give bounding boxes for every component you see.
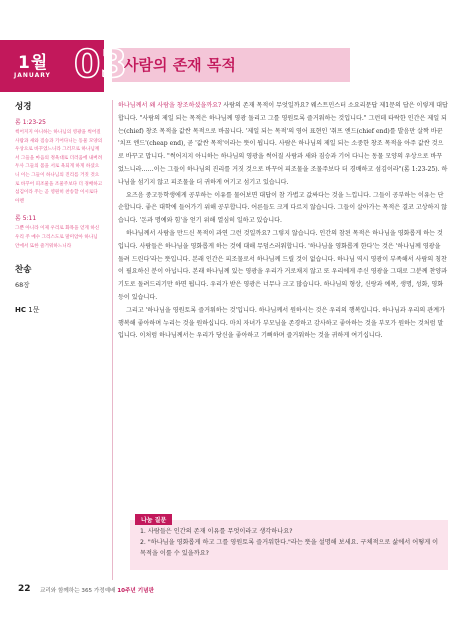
- day-number: 03: [74, 42, 127, 86]
- column-divider: [112, 100, 113, 580]
- day-number-box: [72, 40, 127, 92]
- scripture-ref-1: 롬 1:23-25: [15, 119, 46, 126]
- hymn-heading: 찬송: [15, 265, 32, 276]
- paragraph-4: 그리고 '하나님을 영원토록 즐거워하는 것'입니다. 하나님께서 원하시는 것은 우리의 행복입니다. 하나님과 우리의 관계가 행복해 좋아하며 누리는 것을 원하십니다. 마치 자녀가 부모님을 존경하고 감사하고 좋아하는 것을 부모가 원하는 것처럼 말입니다. 이처럼 하나님께서는 우리가 당신을 좋아하고 기뻐하며 즐거워하는 것을 귀하게 여기십니다.: [118, 306, 445, 340]
- question-2: 2. "하나님을 영화롭게 하고 그를 영원토록 즐거워한다."라는 뜻을 설명해 보세요. 구체적으로 삶에서 어떻게 이 목적을 이룰 수 있을까요?: [140, 539, 439, 557]
- lead-question: 하나님께서 왜 사람을 창조하셨을까요?: [118, 102, 222, 109]
- scripture-heading: 성경: [15, 102, 32, 112]
- hc-heading: HC: [15, 306, 26, 315]
- paragraph-2: 요즈음 중고등학생에게 공부하는 이유를 물어보면 대답이 참 가볍고 값싸다는 것을 느낍니다. 그들이 공부하는 이유는 단순합니다. 좋은 대학에 들어가기 위해 공부합니다. 어른들도 크게 다르지 않습니다. 그들이 살아가는 목적은 결코 고상하지 않습니다. '돈과 명예와 힘'을 얻기 위해 열심히 일하고 있습니다.: [118, 191, 448, 225]
- scripture-verse-2: 그뿐 아니라 이제 우리로 화목을 얻게 하신 우리 주 예수 그리스도로 말미암아 하나님 안에서 또한 즐거워하느니라: [15, 226, 100, 249]
- day-header: [0, 40, 470, 92]
- main-text: [118, 100, 448, 343]
- scripture-ref-2: 롬 5:11: [15, 215, 37, 223]
- month-english: JANUARY: [14, 72, 51, 79]
- paragraph-1: [118, 100, 448, 190]
- paragraph-3: 하나님께서 사람을 만드신 목적이 과연 그런 것일까요? 그렇지 않습니다. 인간의 참된 목적은 하나님을 영화롭게 하는 것입니다. 사람들은 하나님을 영화롭게 하는 것에 대해 무덤스러워합니다. '하나님을 영화롭게 한다'는 것은 '하나님께 영광을 돌려 드린다'라는 뜻입니다. 본래 인간은 피조물로서 하나님께 드릴 것이 없습니다. 하나님 역시 영광이 부족해서 사람의 칭찬이 필요하신 분이 아닙니다. 본래 하나님께 있는 영광을 우리가 거로채지 않고 또 우리에게 주신 영광을 그대로 그분께 찬양과 기도로 돌려드리기만 하면 됩니다. 우리가 받은 영광은 너무나 크고 많습니다. 하나님의 형상, 신랑과 예복, 생명, 성화, 영화 등이 있습니다.: [118, 229, 448, 301]
- hc-number: 1문: [28, 306, 40, 315]
- book-title: 교리와 함께하는 365 가정예배: [40, 588, 116, 594]
- edition-label: 10주년 기념판: [117, 588, 154, 594]
- hymn-number: 68장: [15, 281, 30, 290]
- page-title: 사람의 존재 목적: [124, 56, 236, 74]
- sidebar: [15, 100, 103, 315]
- question-1: 1. 사람들은 인간의 존재 이유를 무엇이라고 생각하나요?: [140, 528, 293, 535]
- question-list: [140, 526, 440, 559]
- footer-text: [40, 586, 154, 594]
- month-label: 1월: [18, 53, 49, 73]
- question-badge: 나눔 질문: [135, 514, 172, 525]
- scripture-verse-1: 썩어지지 아니하는 하나님의 영광을 썩어질 사람과 새와 짐승과 기어다니는 동물 모양의 우상으로 바꾸었느니라 그러므로 하나님께서 그들을 마음의 정욕대로 더러움에 내버려 두사 그들의 몸을 서로 욕되게 하게 하셨으니 이는 그들이 하나님의 진리를 거짓 것으로 바꾸어 피조물을 조물주보다 더 경배하고 섬김이라 주는 곧 영원히 찬송할 이시로다 아멘: [15, 130, 103, 204]
- page-number: 22: [18, 584, 31, 594]
- paragraph-1-body: 사람의 존재 목적이 무엇일까요? 웨스트민스터 소요리문답 제1문의 답은 이렇게 대답합니다. "사람의 제일 되는 목적은 하나님께 영광 돌리고 그를 영원토록 즐거워하는 것입니다." 그런데 타락한 인간은 제일 되는(chief) 창조 목적을 값싼 목적으로 바꿉니다. '제일 되는 목적'의 영어 표현인 '취프 엔드(chief end)를 발음만 살짝 바꾼 '치프 엔드'(cheap end), 곧 '값싼 목적'이라는 뜻이 됩니다. 사람은 하나님의 제일 되는 소중한 창조 목적을 아주 값싼 것으로 바꾸고 맙니다. "썩어지지 아니하는 하나님의 영광을 썩어질 사람과 새와 짐승과 기어 다니는 동물 모양의 우상으로 바꾸었느니라……이는 그들이 하나님의 진리를 거짓 것으로 바꾸어 피조물을 조물주보다 더 경배하고 섬김이라"(롬 1:23-25). 하나님을 섬기지 않고 피조물을 더 귀하게 여기고 섬기고 있습니다.: [118, 102, 448, 186]
